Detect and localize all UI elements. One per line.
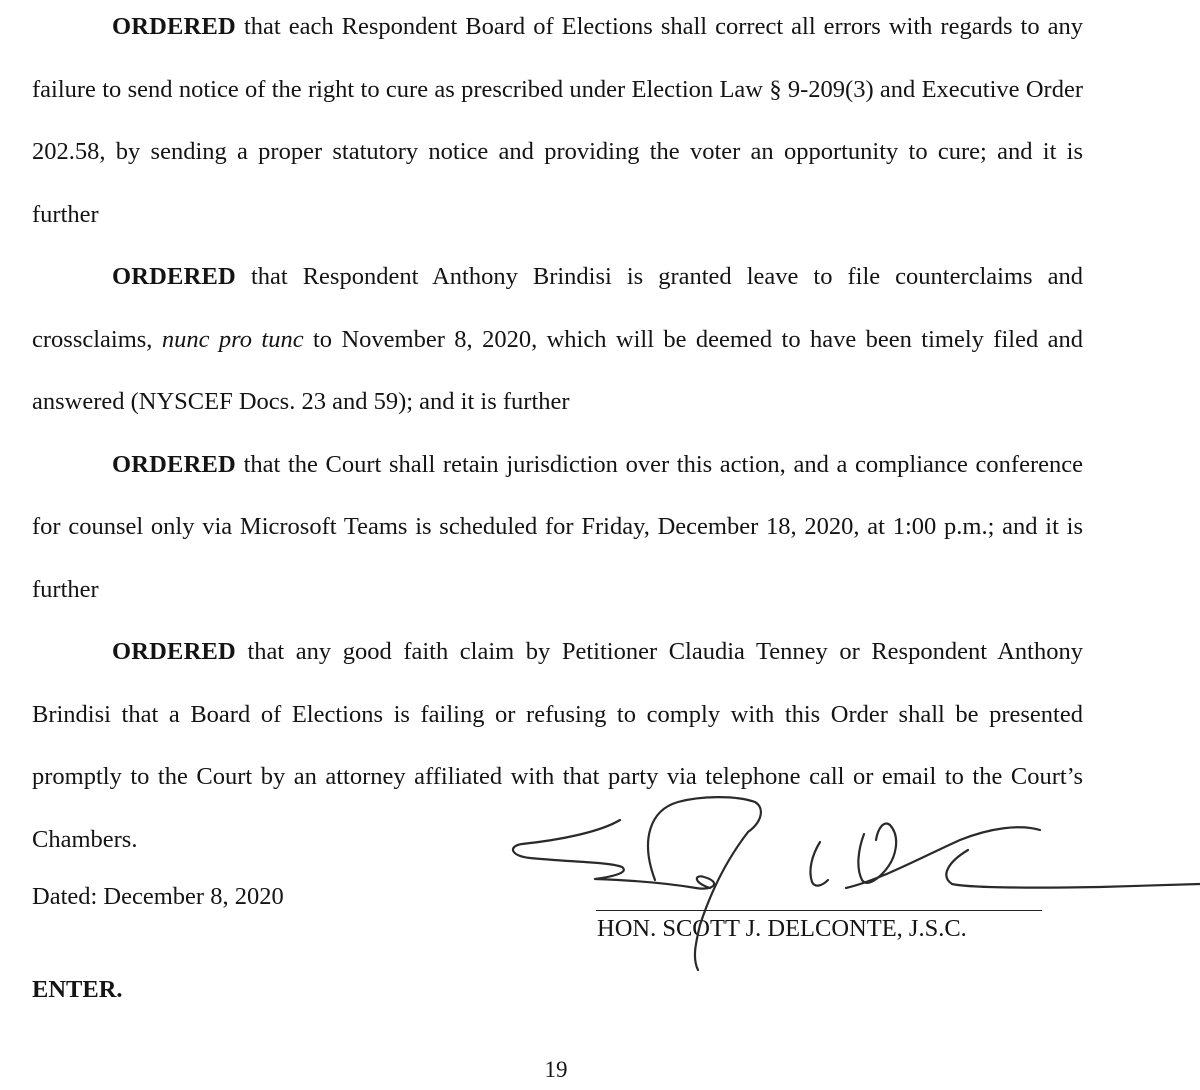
judge-name: HON. SCOTT J. DELCONTE, J.S.C. — [597, 915, 967, 942]
dated-line: Dated: December 8, 2020 — [32, 883, 284, 910]
order-paragraph-1 — [32, 0, 1083, 246]
paragraph-text: to November 8, 2020, which will be deemed to have been timely filed and answered (NYSCEF Docs. 23 and 59); and it is further — [32, 325, 1083, 415]
order-paragraph-3 — [32, 434, 1083, 622]
paragraph-text: that each Respondent Board of Elections shall correct all errors with regards to any failure to send notice of the right to cure as prescribed under Election Law § 9-209(3) and Executive Order 202.58, by sending a proper statutory notice and providing the voter an opportunity to cure; and it is further — [32, 13, 1083, 228]
page-number: 19 — [544, 1057, 568, 1082]
paragraph-text: that the Court shall retain jurisdiction over this action, and a compliance conference for counsel only via Microsoft Teams is scheduled for Friday, December 18, 2020, at 1:00 p.m.; and it is further — [32, 450, 1083, 603]
judge-signature-icon — [500, 770, 1200, 990]
paragraph-text: that any good faith claim by Petitioner Claudia Tenney or Respondent Anthony Brindisi that a Board of Elections is failing or refusing to comply with this Order shall be presented promptly to the Court by an attorney affiliated with that party via telephone call or email to the Court’s Chambers. — [32, 638, 1083, 853]
order-body — [32, 0, 1083, 871]
ordered-label: ORDERED — [112, 13, 236, 40]
enter-label: ENTER. — [32, 976, 123, 1003]
order-paragraph-2 — [32, 246, 1083, 434]
ordered-label: ORDERED — [112, 450, 236, 478]
latin-phrase: nunc pro tunc — [161, 325, 304, 353]
ordered-label: ORDERED — [112, 638, 236, 665]
paragraph-text: that Respondent Anthony Brindisi is granted leave to file counterclaims and crossclaims, — [32, 263, 1083, 353]
ordered-label: ORDERED — [112, 263, 236, 290]
